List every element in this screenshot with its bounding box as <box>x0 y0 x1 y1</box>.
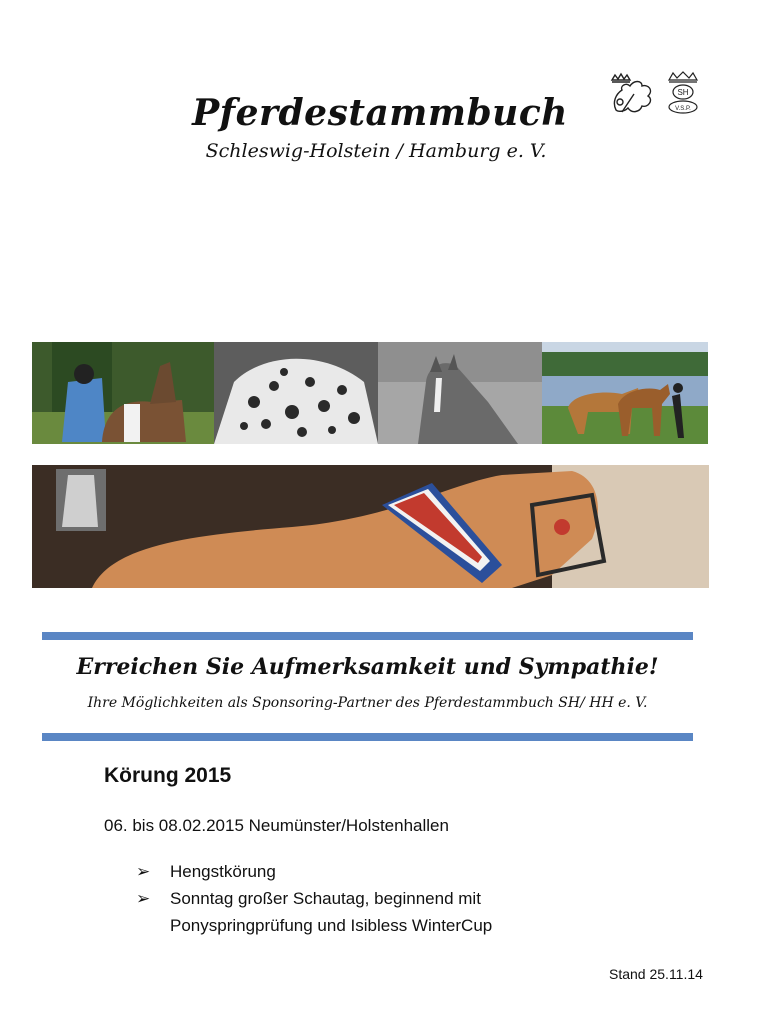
document-subtitle: Schleswig-Holstein / Hamburg e. V. <box>205 140 547 162</box>
arrow-bullet-icon: ➢ <box>136 889 151 908</box>
blue-divider-top <box>42 632 693 640</box>
sh-vsp-crown-logo <box>663 70 703 116</box>
section-title: Körung 2015 <box>104 764 232 787</box>
photo-horse-presentation <box>32 342 214 444</box>
tagline: Ihre Möglichkeiten als Sponsoring-Partner des Pferdestammbuch SH/ HH e. V. <box>87 695 648 711</box>
arrow-bullet-icon: ➢ <box>136 862 151 881</box>
revision-date: Stand 25.11.14 <box>609 966 703 982</box>
photo-horses-at-lake <box>542 342 708 444</box>
photo-appaloosa-horse <box>214 342 378 444</box>
blue-divider-bottom <box>42 733 693 741</box>
photo-chestnut-stallion-with-sash <box>32 465 709 588</box>
sh-badge-text: SH <box>677 88 689 97</box>
document-title: Pferdestammbuch <box>192 92 568 134</box>
vsp-badge-text: V.S.P. <box>675 106 691 112</box>
list-item-text: Sonntag großer Schautag, beginnend mit Ponyspringprüfung und Isibless WinterCup <box>170 889 493 935</box>
photo-foal-portrait <box>378 342 542 444</box>
event-bullet-list <box>136 858 596 939</box>
list-item <box>136 858 596 885</box>
headline: Erreichen Sie Aufmerksamkeit und Sympathie! <box>76 654 659 680</box>
oak-leaf-crown-logo <box>608 72 660 118</box>
list-item-text: Hengstkörung <box>170 862 276 881</box>
list-item <box>136 885 596 939</box>
event-date-location: 06. bis 08.02.2015 Neumünster/Holstenhallen <box>104 816 449 835</box>
